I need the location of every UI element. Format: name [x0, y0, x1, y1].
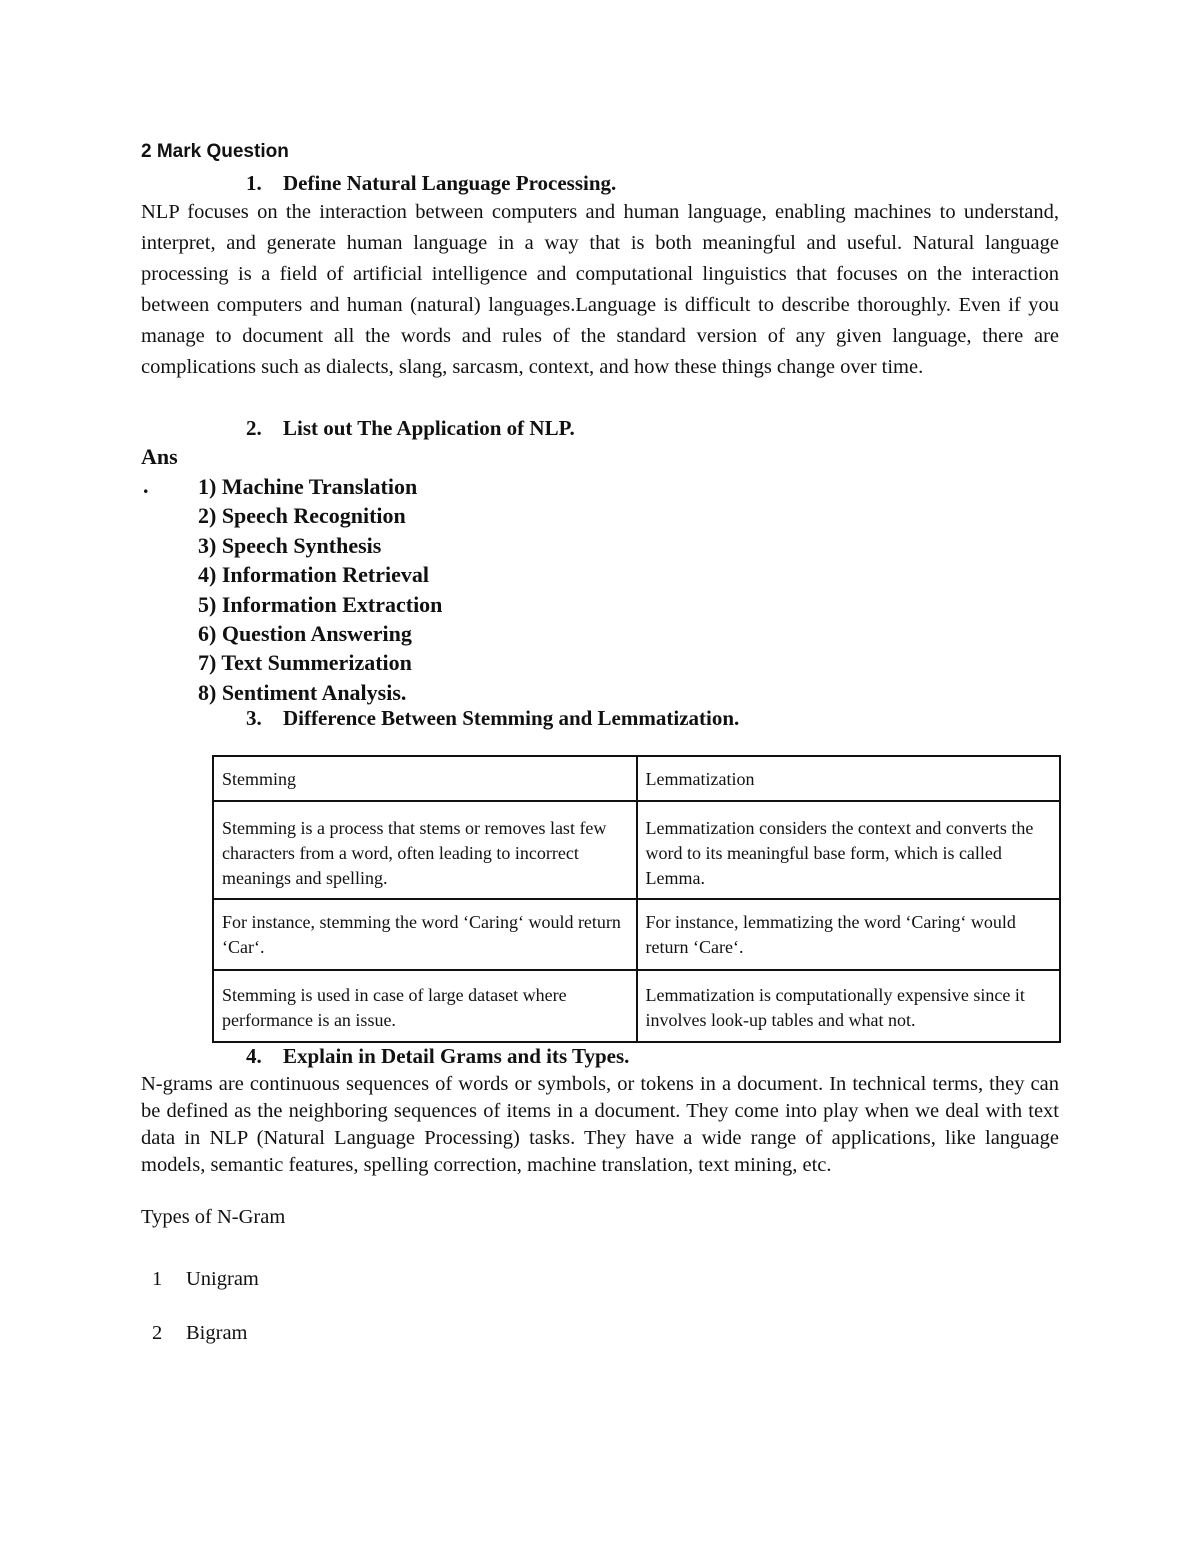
table-cell: For instance, lemmatizing the word ‘Caring‘ would return ‘Care‘. [637, 899, 1061, 970]
question-4-text: Explain in Detail Grams and its Types. [283, 1044, 630, 1068]
ngram-name: Bigram [186, 1322, 248, 1344]
table-cell: Stemming is a process that stems or removes last few characters from a word, often leading to incorrect meanings and spelling. [213, 801, 637, 899]
list-item: 7) Text Summerization [198, 650, 412, 676]
list-item: 1) Machine Translation [198, 474, 418, 499]
document-title: 2 Mark Question [141, 141, 289, 162]
question-2 [246, 416, 575, 441]
question-1 [246, 171, 616, 196]
question-4 [246, 1044, 629, 1069]
list-item: 2) Speech Recognition [198, 503, 406, 529]
table-row [213, 801, 1060, 899]
list-item: 5) Information Extraction [198, 591, 443, 617]
table-cell: Lemmatization is computationally expensive since it involves look-up tables and what not. [637, 970, 1061, 1042]
table-row [213, 970, 1060, 1042]
ngram-types-label: Types of N-Gram [141, 1206, 286, 1228]
list-item [152, 1268, 259, 1291]
table-row [213, 899, 1060, 970]
question-2-text: List out The Application of NLP. [283, 416, 575, 440]
table-cell: Stemming is used in case of large dataset where performance is an issue. [213, 970, 637, 1042]
comparison-table [212, 755, 1061, 1043]
answer-label: Ans [141, 444, 178, 469]
question-2-number: 2. [246, 416, 262, 440]
list-item [152, 1322, 248, 1345]
table-cell: Lemmatization considers the context and converts the word to its meaningful base form, which is called Lemma. [637, 801, 1061, 899]
list-dot: . [143, 473, 149, 498]
ngram-number: 2 [152, 1322, 163, 1344]
question-1-number: 1. [246, 171, 262, 195]
list-item: 4) Information Retrieval [198, 562, 429, 588]
table-cell: For instance, stemming the word ‘Caring‘ would return ‘Car‘. [213, 899, 637, 970]
ngram-name: Unigram [186, 1268, 259, 1290]
ngram-number: 1 [152, 1268, 163, 1290]
question-4-number: 4. [246, 1044, 262, 1068]
list-item: 6) Question Answering [198, 620, 412, 646]
applications-list [198, 472, 442, 707]
question-1-text: Define Natural Language Processing. [283, 171, 617, 195]
table-header-stemming: Stemming [213, 756, 637, 801]
question-3 [246, 706, 739, 731]
question-3-text: Difference Between Stemming and Lemmatization. [283, 706, 740, 730]
question-4-answer: N-grams are continuous sequences of words or symbols, or tokens in a document. In technical terms, they can be defined as the neighboring sequences of items in a document. They come into play when we deal with text data in NLP (Natural Language Processing) tasks. They have a wide range of applications, like language models, semantic features, spelling correction, machine translation, text mining, etc. [141, 1073, 1059, 1176]
table-header-row [213, 756, 1060, 801]
table-header-lemmatization: Lemmatization [637, 756, 1061, 801]
list-item: 3) Speech Synthesis [198, 532, 382, 558]
question-3-number: 3. [246, 706, 262, 730]
list-item: 8) Sentiment Analysis. [198, 679, 407, 705]
question-1-answer: NLP focuses on the interaction between computers and human language, enabling machines to understand, interpret, and generate human language in a way that is both meaningful and useful. Natural language processing is a field of artificial intelligence and computational linguistics that focuses on the interaction between computers and human (natural) languages.Language is difficult to describe thoroughly. Even if you manage to document all the words and rules of the standard version of any given language, there are complications such as dialects, slang, sarcasm, context, and how these things change over time. [141, 201, 1059, 378]
